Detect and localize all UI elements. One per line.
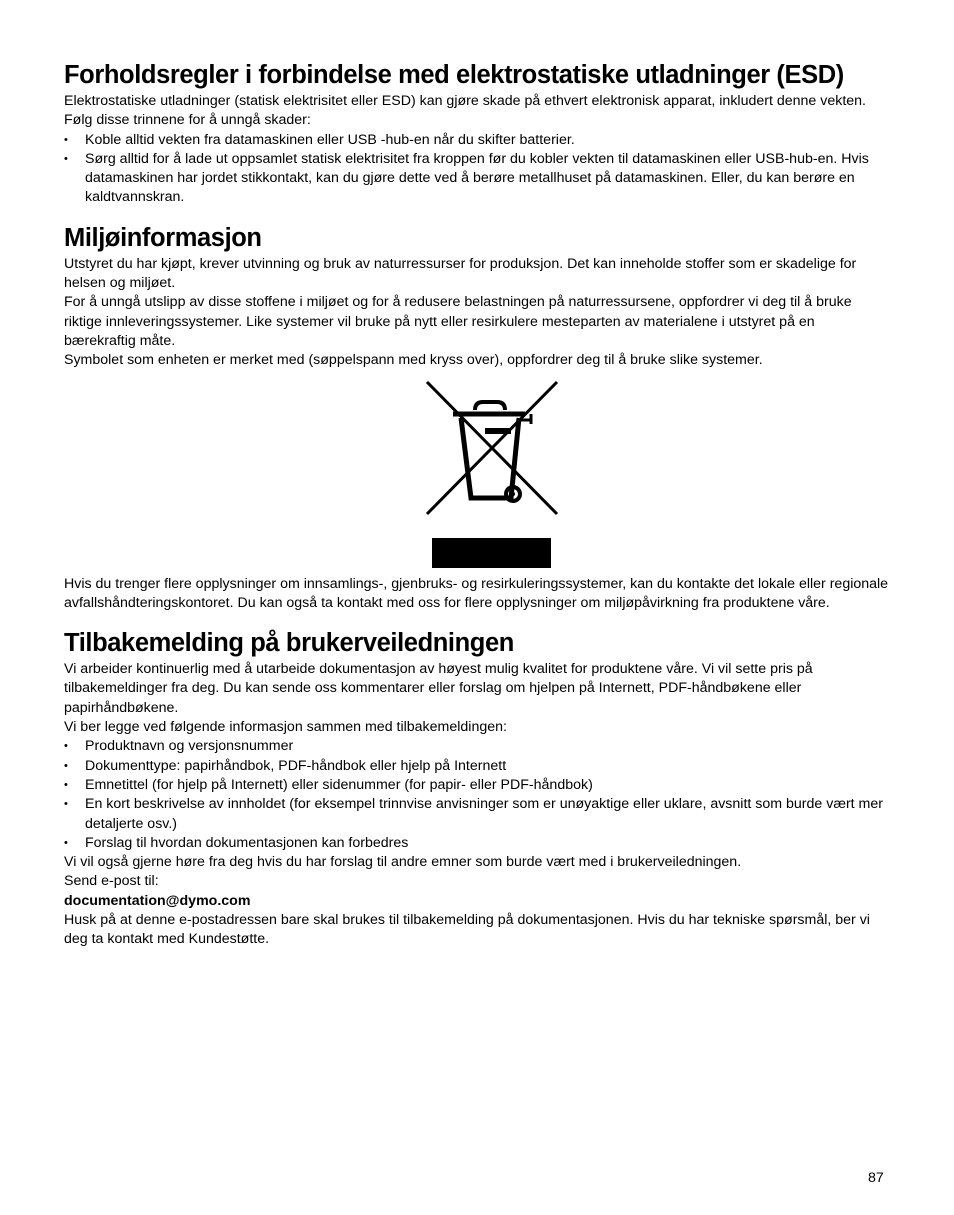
feedback-section [64,626,890,949]
environment-section [64,221,890,613]
feedback-paragraph-3: Vi vil også gjerne høre fra deg hvis du har forslag til andre emner som burde vært med i brukerveiledningen. [64,854,742,871]
crossed-out-wheelie-bin-icon [419,374,565,522]
feedback-email: documentation@dymo.com [64,892,251,909]
list-item: • Sørg alltid for å lade ut oppsamlet statisk elektrisitet fra kroppen før du kobler vekten til datamaskinen eller USB-hub-en. Hvis datamaskinen har jordet stikkontakt, kan du gjøre dette ved å berøre metallhuset på datamaskinen. Eller, du kan berøre en kaldtvannskran. [64,150,890,208]
esd-bullet-list [64,131,890,208]
esd-intro: Elektrostatiske utladninger (statisk elektrisitet eller ESD) kan gjøre skade på ethvert elektronisk apparat, inkludert denne vekten. Følg disse trinnene for å unngå skader: [64,93,866,129]
black-bar [432,538,551,568]
esd-heading: Forholdsregler i forbindelse med elektrostatiske utladninger (ESD) [64,61,844,89]
list-item: • Dokumenttype: papirhåndbok, PDF-håndbok eller hjelp på Internett [64,757,890,776]
list-item: • En kort beskrivelse av innholdet (for eksempel trinnvise anvisninger som er unøyaktige eller uklare, avsnitt som burde vært mer detaljerte osv.) [64,795,890,834]
list-item: • Emnetittel (for hjelp på Internett) eller sidenummer (for papir- eller PDF-håndbok) [64,776,890,795]
environment-heading: Miljøinformasjon [64,223,262,252]
list-item: • Koble alltid vekten fra datamaskinen eller USB -hub-en når du skifter batterier. [64,131,890,150]
page-number: 87 [868,1170,884,1186]
feedback-heading: Tilbakemelding på brukerveiledningen [64,629,514,658]
feedback-bullet-list [64,737,890,853]
environment-paragraph-2: For å unngå utslipp av disse stoffene i miljøet og for å redusere belastningen på naturressursene, oppfordrer vi deg til å bruke riktige innleveringssystemer. Like systemer vil bruke på nytt eller resirkulere mesteparten av materialene i utstyret på en bærekraftig måte. [64,294,852,349]
feedback-paragraph-2: Vi ber legge ved følgende informasjon sammen med tilbakemeldingen: [64,719,507,736]
document-page [64,58,890,950]
environment-paragraph-4: Hvis du trenger flere opplysninger om innsamlings-, gjenbruks- og resirkuleringssystemer, kan du kontakte det lokale eller regionale avfallshåndteringskontoret. Du kan også ta kontakt med oss for flere opplysninger om miljøpåvirkning fra produktene våre. [64,575,889,611]
feedback-paragraph-1: Vi arbeider kontinuerlig med å utarbeide dokumentasjon av høyest mulig kvalitet for produktene våre. Vi vil sette pris på tilbakemeldinger fra deg. Du kan sende oss kommentarer eller forslag om hjelpen på Internett, PDF-håndbøkene eller papirhåndbøkene. [64,661,813,716]
weee-symbol-figure [64,371,890,575]
feedback-paragraph-5: Husk på at denne e-postadressen bare skal brukes til tilbakemelding på dokumentasjonen. Hvis du har tekniske spørsmål, ber vi deg ta kontakt med Kundestøtte. [64,912,870,948]
list-item: • Produktnavn og versjonsnummer [64,737,890,756]
environment-paragraph-1: Utstyret du har kjøpt, krever utvinning og bruk av naturressurser for produksjon. Det kan inneholde stoffer som er skadelige for helsen og miljøet. [64,255,857,292]
esd-section [64,58,890,208]
environment-paragraph-3: Symbolet som enheten er merket med (søppelspann med kryss over), oppfordrer deg til å bruke slike systemer. [64,352,763,369]
list-item: • Forslag til hvordan dokumentasjonen kan forbedres [64,834,890,853]
feedback-paragraph-4: Send e-post til: [64,873,159,890]
